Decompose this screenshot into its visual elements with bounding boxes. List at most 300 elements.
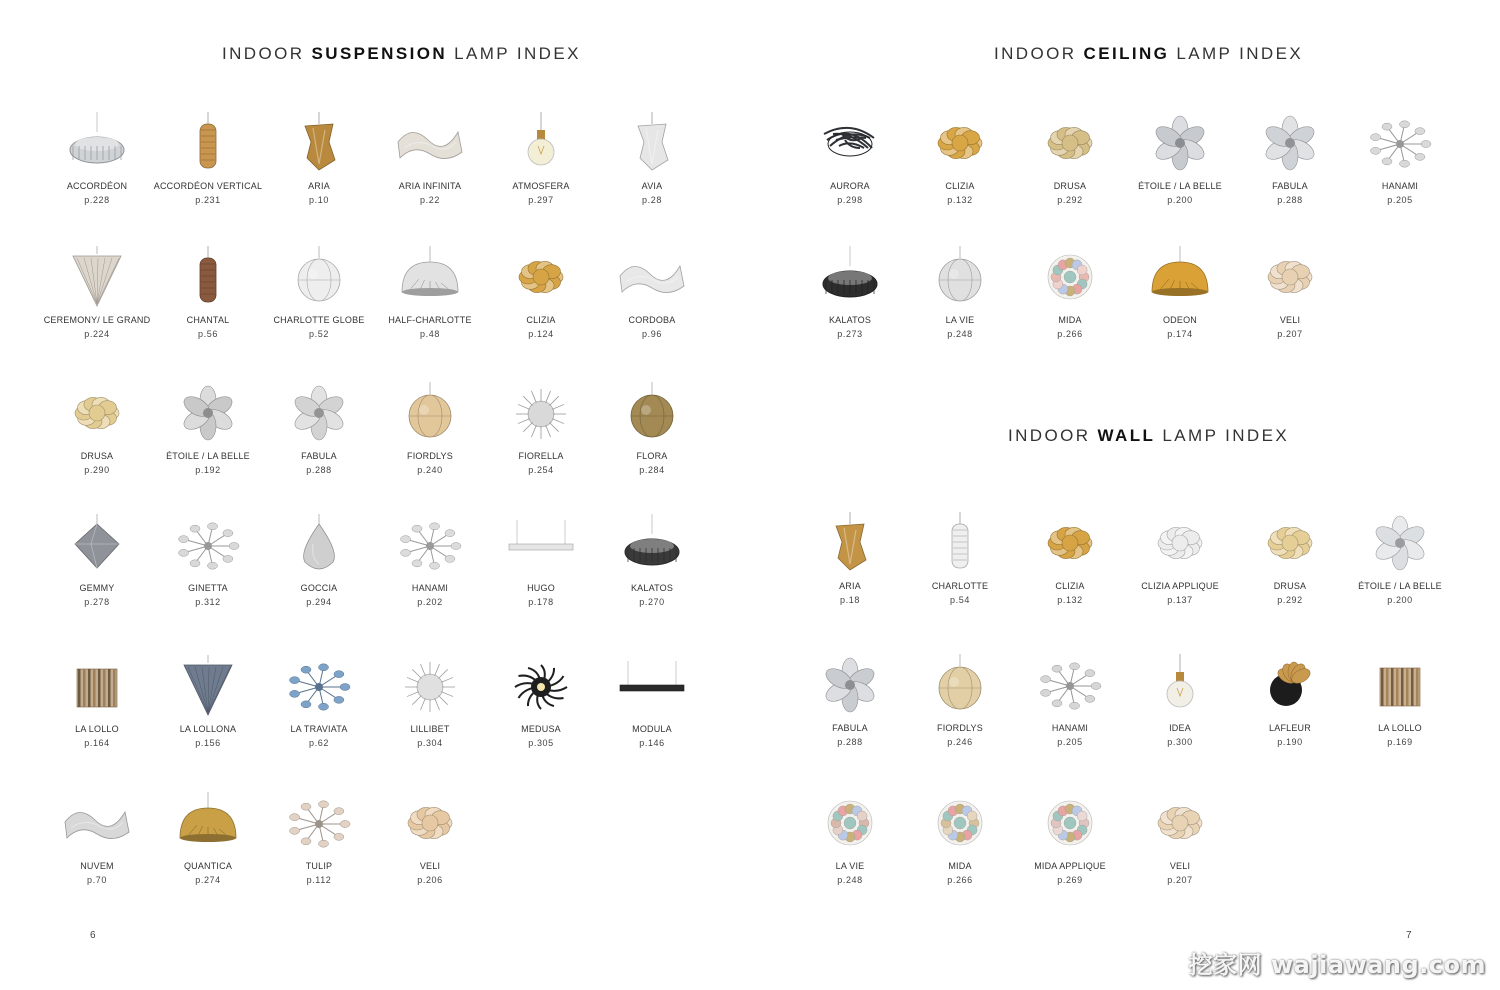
wall-lamp-item [900,792,1020,885]
cone-chandelier-icon [61,246,133,308]
flower-icon-graphic [1254,112,1326,174]
lamp-name: CHARLOTTE [931,581,989,591]
lamp-page-ref: p.70 [87,875,107,885]
suspension-lamp-item [592,112,712,205]
lafleur-icon [1254,654,1326,716]
folded-pendant-icon-graphic [814,512,886,574]
spiky-globe-icon [394,655,466,717]
lamp-name: MIDA [948,861,972,871]
lamp-page-ref: p.207 [1277,329,1303,339]
bulb-icon [1144,654,1216,716]
medusa-icon-graphic [505,655,577,717]
lamp-page-ref: p.190 [1277,737,1303,747]
lamp-page-ref: p.132 [1057,595,1083,605]
drop-icon [283,514,355,576]
cylinder-pendant-icon [924,512,996,574]
lamp-name: HALF-CHARLOTTE [388,315,472,325]
suspension-lamp-item [592,246,712,339]
petal-cluster-icon-graphic [1034,512,1106,574]
suspension-lamp-item [37,382,157,475]
lamp-page-ref: p.284 [639,465,665,475]
lamp-name: VELI [1279,315,1301,325]
lamp-page-ref: p.146 [639,738,665,748]
lamp-name: NUVEM [80,861,114,871]
globe-icon [283,246,355,308]
petal-cluster-icon-graphic [505,246,577,308]
ribbon-cluster-icon [814,112,886,174]
branch-chandelier-icon [1364,112,1436,174]
lamp-name: MEDUSA [521,724,561,734]
lamp-name: ARIA [308,181,330,191]
dome-icon [394,246,466,308]
lamp-page-ref: p.292 [1277,595,1303,605]
lamp-name: CLIZIA [945,181,975,191]
lamp-name: HANAMI [1051,723,1089,733]
wave-pendant-icon [616,246,688,308]
petal-cluster-icon-graphic [924,112,996,174]
lamp-name: ACCORDÉON [66,181,128,191]
lamp-name: LA VIE [945,315,975,325]
suspension-lamp-item [148,112,268,205]
lamp-page-ref: p.200 [1387,595,1413,605]
mosaic-icon-graphic [814,792,886,854]
petal-cluster-icon-graphic [394,792,466,854]
bulb-icon-graphic [1144,654,1216,716]
spiky-globe-icon-graphic [505,382,577,444]
lamp-page-ref: p.312 [195,597,221,607]
folded-pendant-icon [616,112,688,174]
petal-cluster-icon [1034,112,1106,174]
lamp-page-ref: p.62 [309,738,329,748]
lamp-name: FIORDLYS [937,723,983,733]
lamp-page-ref: p.294 [306,597,332,607]
lamp-page-ref: p.22 [420,195,440,205]
linear-bar-icon-graphic [616,655,688,717]
lamp-page-ref: p.246 [947,737,973,747]
suspension-lamp-item [481,655,601,748]
branch-chandelier-icon-graphic [172,514,244,576]
lamp-name: FIORDLYS [407,451,453,461]
wave-pendant-icon [394,112,466,174]
suspension-lamp-item [370,655,490,748]
lamp-page-ref: p.298 [837,195,863,205]
lamp-name: QUANTICA [183,861,233,871]
suspension-lamp-item [592,514,712,607]
lamp-name: FLORA [636,451,668,461]
globe-icon [616,382,688,444]
lamp-name: CHANTAL [186,315,230,325]
lamp-page-ref: p.169 [1387,737,1413,747]
wave-pendant-icon-graphic [616,246,688,308]
striped-cylinder-icon-graphic [61,655,133,717]
suspension-lamp-item [148,514,268,607]
folded-pendant-icon [283,112,355,174]
branch-chandelier-icon [1034,654,1106,716]
lamp-page-ref: p.178 [528,597,554,607]
lamp-name: AURORA [830,181,870,191]
lamp-page-ref: p.124 [528,329,554,339]
branch-chandelier-icon-graphic [1364,112,1436,174]
suspension-lamp-item [259,112,379,205]
lamp-name: DRUSA [80,451,114,461]
ring-chandelier-icon-graphic [61,112,133,174]
suspension-lamp-item [481,382,601,475]
suspension-lamp-item [37,246,157,339]
ceiling-lamp-item [790,112,910,205]
cone-chandelier-icon-graphic [61,246,133,308]
ceiling-lamp-item [1230,246,1350,339]
petal-cluster-icon [1254,512,1326,574]
petal-cluster-icon [394,792,466,854]
lamp-page-ref: p.10 [309,195,329,205]
flower-icon [172,382,244,444]
folded-pendant-icon [814,512,886,574]
lamp-page-ref: p.205 [1387,195,1413,205]
lamp-page-ref: p.192 [195,465,221,475]
flower-icon-graphic [1144,112,1216,174]
branch-chandelier-icon [394,514,466,576]
ceiling-lamp-item [1010,112,1130,205]
lamp-name: GOCCIA [300,583,338,593]
ceiling-lamp-item [1010,246,1130,339]
petal-cluster-icon [61,382,133,444]
watermark: 挖家网 wajiawang.com [1188,951,1486,979]
wave-pendant-icon-graphic [61,792,133,854]
petal-cluster-icon [1144,512,1216,574]
branch-chandelier-icon [283,792,355,854]
striped-cylinder-icon [61,655,133,717]
bulb-icon-graphic [505,112,577,174]
lamp-name: LA LOLLO [1378,723,1422,733]
linear-bar-icon-graphic [505,514,577,576]
branch-chandelier-icon-graphic [394,514,466,576]
spiky-globe-icon [505,382,577,444]
cylinder-pendant-icon-graphic [172,112,244,174]
lamp-page-ref: p.274 [195,875,221,885]
lamp-page-ref: p.288 [837,737,863,747]
globe-icon-graphic [283,246,355,308]
wall-lamp-item [1010,654,1130,747]
lamp-name: GINETTA [188,583,228,593]
ceiling-lamp-item [1340,112,1460,205]
branch-chandelier-icon-graphic [1034,654,1106,716]
lamp-page-ref: p.305 [528,738,554,748]
lamp-name: VELI [1169,861,1191,871]
petal-cluster-icon-graphic [1144,792,1216,854]
cylinder-pendant-icon [172,112,244,174]
wall-lamp-item [1340,654,1460,747]
suspension-lamp-item [481,514,601,607]
lamp-name: MIDA [1058,315,1082,325]
suspension-index-title: INDOOR SUSPENSION LAMP INDEX [222,44,581,63]
lamp-page-ref: p.292 [1057,195,1083,205]
cylinder-pendant-icon [172,246,244,308]
lamp-page-ref: p.266 [1057,329,1083,339]
flower-icon-graphic [172,382,244,444]
petal-cluster-icon-graphic [1144,512,1216,574]
lamp-name: CEREMONY/ LE GRAND [43,315,151,325]
lamp-name: ATMOSFERA [512,181,570,191]
mosaic-icon-graphic [1034,792,1106,854]
wave-pendant-icon [61,792,133,854]
suspension-lamp-item [148,382,268,475]
wall-lamp-item [1230,512,1350,605]
lamp-page-ref: p.207 [1167,875,1193,885]
ring-chandelier-icon-graphic [814,246,886,308]
lamp-page-ref: p.240 [417,465,443,475]
mosaic-icon [814,792,886,854]
wall-index-title: INDOOR WALL LAMP INDEX [1008,426,1290,445]
petal-cluster-icon-graphic [1254,512,1326,574]
flower-icon-graphic [1364,512,1436,574]
lamp-name: MODULA [632,724,672,734]
lamp-page-ref: p.52 [309,329,329,339]
lamp-page-ref: p.205 [1057,737,1083,747]
petal-cluster-icon [1254,246,1326,308]
ceiling-index-title: INDOOR CEILING LAMP INDEX [994,44,1304,63]
lamp-page-ref: p.202 [417,597,443,607]
globe-icon [924,246,996,308]
lamp-page-ref: p.297 [528,195,554,205]
dome-icon [1144,246,1216,308]
lamp-page-ref: p.56 [198,329,218,339]
lamp-name: GEMMY [79,583,115,593]
suspension-lamp-item [370,112,490,205]
mosaic-icon-graphic [1034,246,1106,308]
spiky-globe-icon-graphic [394,655,466,717]
lamp-page-ref: p.112 [306,875,332,885]
suspension-lamp-item [370,514,490,607]
medusa-icon [505,655,577,717]
ring-chandelier-icon-graphic [616,514,688,576]
lamp-page-ref: p.270 [639,597,665,607]
ring-chandelier-icon [61,112,133,174]
lamp-page-ref: p.28 [642,195,662,205]
lamp-page-ref: p.266 [947,875,973,885]
lamp-name: VELI [419,861,441,871]
suspension-lamp-item [37,792,157,885]
lamp-name: LA TRAVIATA [290,724,348,734]
lamp-page-ref: p.248 [947,329,973,339]
petal-cluster-icon-graphic [1034,112,1106,174]
ceiling-lamp-item [1120,112,1240,205]
striped-cylinder-icon [1364,654,1436,716]
suspension-lamp-item [370,382,490,475]
wall-lamp-item [1010,512,1130,605]
dome-icon-graphic [394,246,466,308]
lamp-name: MIDA APPLIQUE [1034,861,1106,871]
drop-icon-graphic [283,514,355,576]
ceiling-lamp-item [790,246,910,339]
wall-lamp-item [900,654,1020,747]
globe-icon-graphic [924,246,996,308]
lamp-name: HANAMI [1381,181,1419,191]
lamp-name: TULIP [305,861,333,871]
lafleur-icon-graphic [1254,654,1326,716]
suspension-lamp-item [592,382,712,475]
ribbon-cluster-icon-graphic [814,112,886,174]
lamp-name: FABULA [832,723,868,733]
lamp-name: HANAMI [411,583,449,593]
suspension-lamp-item [259,792,379,885]
wall-lamp-item [1120,512,1240,605]
lamp-page-ref: p.132 [947,195,973,205]
lamp-page-ref: p.174 [1167,329,1193,339]
lamp-page-ref: p.200 [1167,195,1193,205]
lamp-page-ref: p.224 [84,329,110,339]
dome-icon-graphic [172,792,244,854]
flower-icon [1364,512,1436,574]
suspension-lamp-item [259,655,379,748]
wall-lamp-item [1120,654,1240,747]
linear-bar-icon [505,514,577,576]
branch-chandelier-icon-graphic [283,792,355,854]
wall-lamp-item [1230,654,1350,747]
lamp-name: AVIA [641,181,663,191]
flower-icon [283,382,355,444]
wave-pendant-icon-graphic [394,112,466,174]
petal-cluster-icon [1034,512,1106,574]
lamp-name: LAFLEUR [1269,723,1311,733]
lamp-page-ref: p.288 [1277,195,1303,205]
ceiling-lamp-item [900,246,1020,339]
cone-chandelier-icon-graphic [172,655,244,717]
lamp-page-ref: p.96 [642,329,662,339]
petal-cluster-icon [505,246,577,308]
lamp-name: LA LOLLO [75,724,119,734]
lamp-name: FIORELLA [518,451,564,461]
dome-icon-graphic [1144,246,1216,308]
suspension-lamp-item [148,792,268,885]
suspension-lamp-item [148,655,268,748]
suspension-lamp-item [259,246,379,339]
globe-icon-graphic [394,382,466,444]
wall-lamp-item [790,654,910,747]
lamp-page-ref: p.18 [840,595,860,605]
page-number-right: 7 [1406,930,1412,941]
ceiling-lamp-item [1120,246,1240,339]
lamp-page-ref: p.206 [417,875,443,885]
mosaic-icon [1034,246,1106,308]
globe-icon-graphic [616,382,688,444]
lamp-name: ACCORDÉON VERTICAL [153,181,263,191]
lamp-name: HUGO [527,583,555,593]
lamp-name: FABULA [1272,181,1308,191]
lamp-page-ref: p.273 [837,329,863,339]
folded-pendant-icon-graphic [283,112,355,174]
diamond-icon-graphic [61,514,133,576]
lamp-name: ARIA [839,581,861,591]
suspension-lamp-item [259,514,379,607]
lamp-page-ref: p.54 [950,595,970,605]
petal-cluster-icon [1144,792,1216,854]
lamp-name: FABULA [301,451,337,461]
lamp-name: ODEON [1162,315,1197,325]
wall-lamp-item [790,512,910,605]
striped-cylinder-icon-graphic [1364,654,1436,716]
globe-icon-graphic [924,654,996,716]
lamp-page-ref: p.278 [84,597,110,607]
bulb-icon [505,112,577,174]
suspension-lamp-item [592,655,712,748]
cylinder-pendant-icon-graphic [924,512,996,574]
diamond-icon [61,514,133,576]
petal-cluster-icon-graphic [61,382,133,444]
mosaic-icon [924,792,996,854]
lamp-page-ref: p.164 [84,738,110,748]
suspension-lamp-item [37,112,157,205]
flower-icon [1144,112,1216,174]
petal-cluster-icon [924,112,996,174]
lamp-page-ref: p.254 [528,465,554,475]
wall-lamp-item [1340,512,1460,605]
flower-icon-graphic [283,382,355,444]
ceiling-lamp-item [900,112,1020,205]
lamp-name: ÉTOILE / LA BELLE [1138,181,1222,191]
branch-chandelier-icon [283,655,355,717]
petal-cluster-icon-graphic [1254,246,1326,308]
lamp-page-ref: p.228 [84,195,110,205]
lamp-name: ÉTOILE / LA BELLE [166,451,250,461]
flower-icon [1254,112,1326,174]
flower-icon-graphic [814,654,886,716]
suspension-lamp-item [37,514,157,607]
lamp-name: CHARLOTTE GLOBE [273,315,365,325]
lamp-page-ref: p.137 [1167,595,1193,605]
suspension-lamp-item [481,112,601,205]
globe-icon [924,654,996,716]
cone-chandelier-icon [172,655,244,717]
lamp-page-ref: p.231 [195,195,221,205]
cylinder-pendant-icon-graphic [172,246,244,308]
lamp-page-ref: p.269 [1057,875,1083,885]
suspension-lamp-item [481,246,601,339]
wall-lamp-item [1010,792,1130,885]
branch-chandelier-icon [172,514,244,576]
suspension-lamp-item [370,246,490,339]
lamp-name: CORDOBA [628,315,676,325]
lamp-name: LA VIE [835,861,865,871]
lamp-name: IDEA [1169,723,1191,733]
ring-chandelier-icon [616,514,688,576]
lamp-name: CLIZIA APPLIQUE [1141,581,1219,591]
lamp-name: CLIZIA [526,315,556,325]
branch-chandelier-icon-graphic [283,655,355,717]
globe-icon [394,382,466,444]
lamp-page-ref: p.248 [837,875,863,885]
lamp-name: KALATOS [630,583,674,593]
lamp-name: CLIZIA [1055,581,1085,591]
wall-lamp-item [1120,792,1240,885]
lamp-name: LILLIBET [410,724,450,734]
suspension-lamp-item [259,382,379,475]
lamp-name: ARIA INFINITA [398,181,462,191]
lamp-page-ref: p.290 [84,465,110,475]
lamp-page-ref: p.304 [417,738,443,748]
suspension-lamp-item [370,792,490,885]
ring-chandelier-icon [814,246,886,308]
flower-icon [814,654,886,716]
lamp-page-ref: p.48 [420,329,440,339]
suspension-lamp-item [37,655,157,748]
lamp-name: DRUSA [1053,181,1087,191]
lamp-name: LA LOLLONA [179,724,237,734]
lamp-name: DRUSA [1273,581,1307,591]
ceiling-lamp-item [1230,112,1350,205]
lamp-name: KALATOS [828,315,872,325]
folded-pendant-icon-graphic [616,112,688,174]
linear-bar-icon [616,655,688,717]
